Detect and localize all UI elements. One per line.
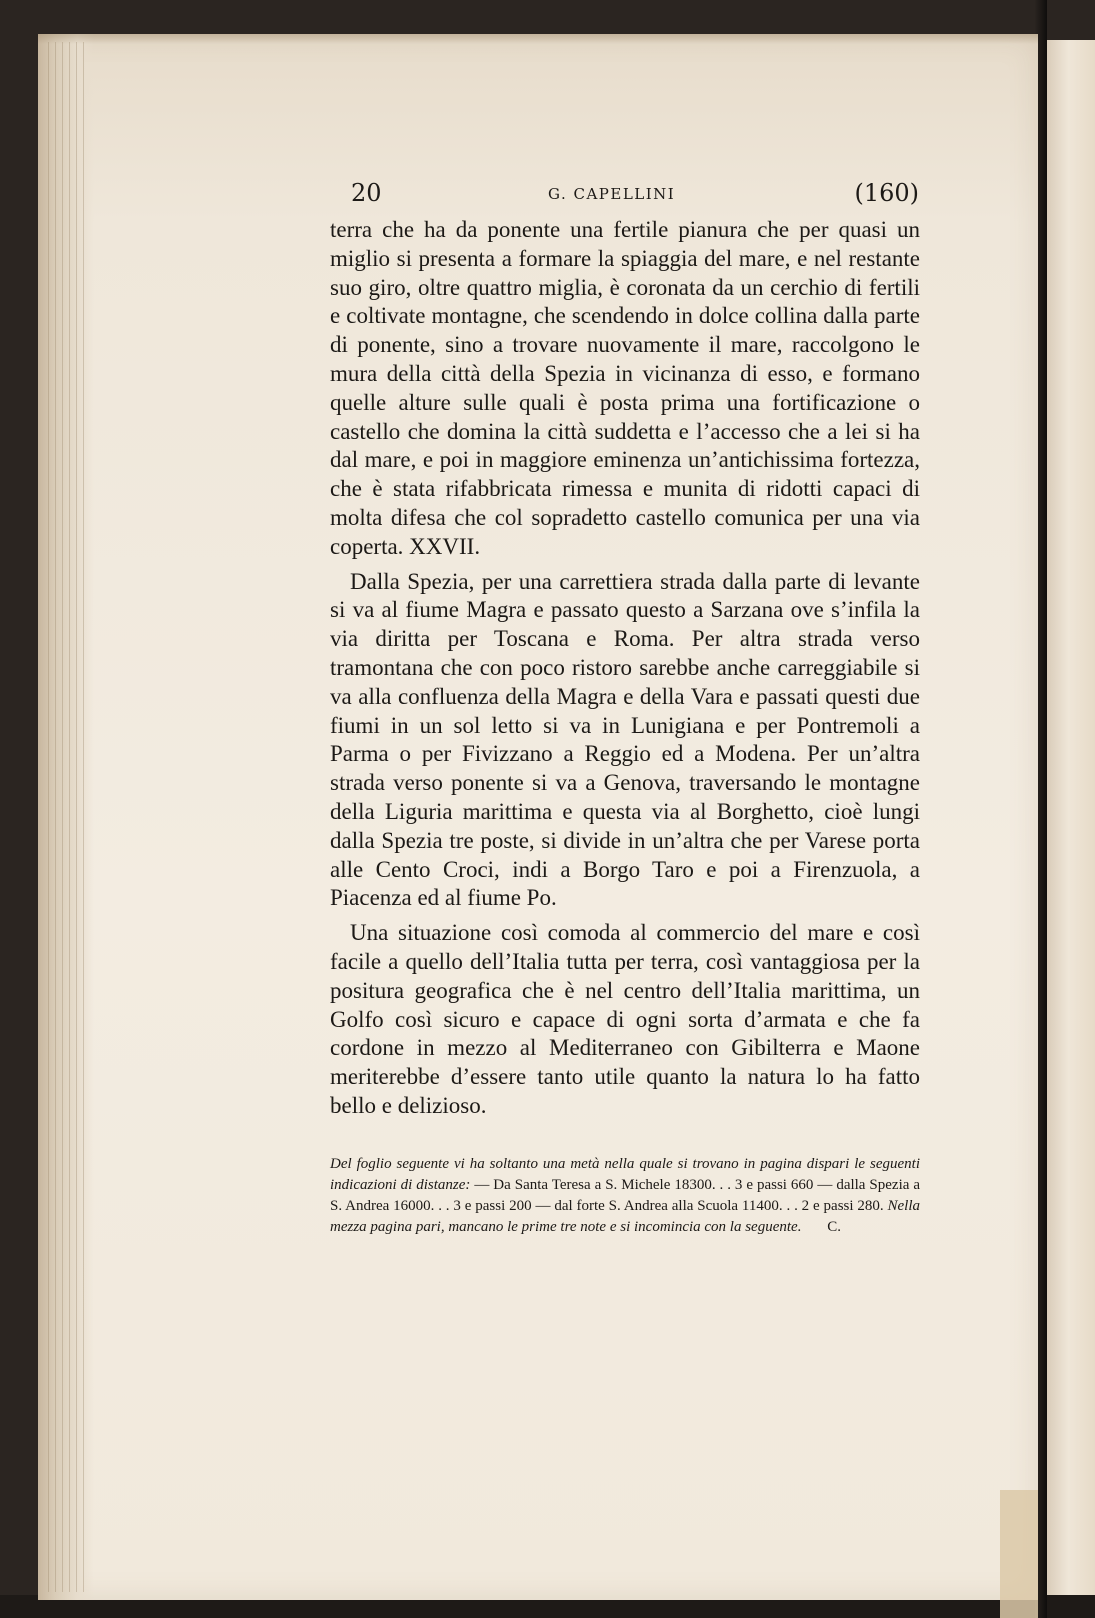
paragraph-3: Una situazione così comoda al commercio del mare e così facile a quello dell’Italia tutta per terra, così vantaggiosa per la positura geografica che è nel centro dell’Italia marittima, un Golfo così sicuro e capace di ogni sorta d’armata e che fa cordone in mezzo al Mediterraneo con Gibilterra e Maone meriterebbe d’essere tanto utile quanto la natura lo ha fatto bello e delizioso. bbox=[330, 920, 920, 1118]
footnote-closing: Nella mezza pagina pari, mancano le prime tre note e si incomincia con la seguente. bbox=[330, 1198, 920, 1235]
binding-tape bbox=[1000, 1490, 1038, 1618]
footnote bbox=[330, 1154, 920, 1238]
page-header bbox=[335, 176, 919, 216]
body-text bbox=[330, 216, 920, 1127]
page-stack-edges bbox=[48, 42, 88, 1592]
footnote-distances: — Da Santa Teresa a S. Michele 18300. . . 3 e passi 660 — dalla Spezia a S. Andrea 16000. . . 3 e passi 200 — dal forte S. Andrea alla Scuola 11400. . . 2 e passi 280. bbox=[330, 1177, 921, 1214]
footnote-signature: C. bbox=[827, 1219, 841, 1235]
page-top-shadow bbox=[38, 34, 1038, 44]
running-head: G. CAPELLINI bbox=[548, 185, 676, 203]
paragraph-2: Dalla Spezia, per una carrettiera strada dalla parte di levante si va al fiume Magra e passato questo a Sarzana ove s’infila la via diritta per Toscana e Roma. Per altra strada verso tramontana che con poco ristoro sarebbe anche carreggiabile si va alla confluenza della Magra e della Vara e passati questi due fiumi in un sol letto si va in Lunigiana e per Pontremoli a Parma o per Fivizzano a Reggio ed a Modena. Per un’altra strada verso ponente si va a Genova, traversando le montagne della Liguria marittima e questa via al Borghetto, cioè lungi dalla Spezia tre poste, si divide in un’altra che per Varese porta alle Cento Croci, indi a Borgo Taro e poi a Firenzuola, a Piacenza ed al fiume Po. bbox=[330, 568, 920, 911]
paragraph-1: terra che ha da ponente una fertile pianura che per quasi un miglio si presenta a formare la spiaggia del mare, e nel restante suo giro, oltre quattro miglia, è coronata da un cerchio di fertili e coltivate montagne, che scendendo in dolce collina dalla parte di ponente, sino a trovare nuovamente il mare, raccolgono le mura della città della Spezia in vicinanza di esso, e formano quelle alture sulle quali è posta prima una fortificazione o castello che domina la città suddetta e l’accesso che a lei si ha dal mare, e poi in maggiore eminenza un’antichissima fortezza, che è stata rifabbricata rimessa e munita di ridotti capaci di molta difesa che col sopradetto castello comunica per una via coperta. XXVII. bbox=[330, 217, 920, 559]
facing-page-edge bbox=[1045, 40, 1095, 1595]
footnote-intro: Del foglio seguente vi ha soltanto una metà nella quale si trovano in pagina dispari le seguenti indicazioni di distanze: bbox=[330, 1156, 920, 1193]
original-page-number: (160) bbox=[854, 179, 919, 207]
page-number: 20 bbox=[351, 179, 382, 207]
